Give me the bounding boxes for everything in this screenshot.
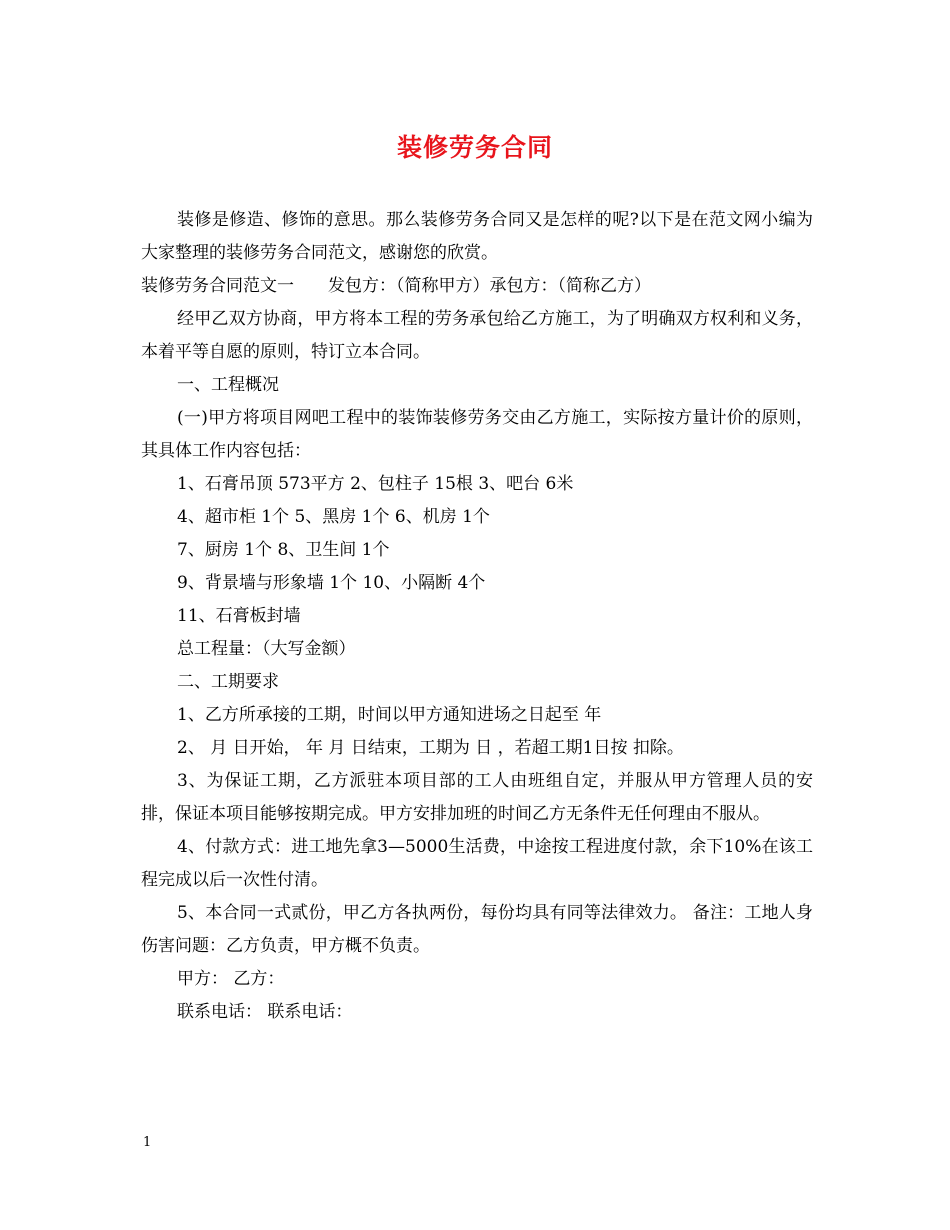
clause-5: 5、本合同一式贰份，甲乙方各执两份，每份均具有同等法律效力。 备注：工地人身伤害问题：乙方负责，甲方概不负责。 xyxy=(141,903,813,956)
paragraph-scope: (一)甲方将项目网吧工程中的装饰装修劳务交由乙方施工，实际按方量计价的原则，其具体工作内容包括： xyxy=(141,408,813,461)
paragraph-intro: 装修是修造、修饰的意思。那么装修劳务合同又是怎样的呢?以下是在范文网小编为大家整理的装修劳务合同范文，感谢您的欣赏。 xyxy=(141,210,813,263)
list-item: 9、背景墙与形象墙 1个 10、小隔断 4个 xyxy=(177,573,486,593)
paragraph-agreement: 经甲乙双方协商，甲方将本工程的劳务承包给乙方施工，为了明确双方权利和义务，本着平等自愿的原则，特订立本合同。 xyxy=(141,309,813,362)
document-body xyxy=(141,204,813,1029)
list-item: 1、石膏吊顶 573平方 2、包柱子 15根 3、吧台 6米 xyxy=(177,474,574,494)
list-item: 11、石膏板封墙 xyxy=(177,606,301,626)
document-title: 装修劳务合同 xyxy=(396,133,553,162)
section-heading-schedule: 二、工期要求 xyxy=(177,672,279,692)
paragraph-parties: 装修劳务合同范文一 发包方：（简称甲方）承包方：（简称乙方） xyxy=(141,276,651,296)
clause-2: 2、 月 日开始， 年 月 日结束，工期为 日 ，若超工期1日按 扣除。 xyxy=(177,738,684,758)
paragraph-total: 总工程量：（大写金额） xyxy=(177,639,356,659)
clause-3: 3、为保证工期，乙方派驻本项目部的工人由班组自定，并服从甲方管理人员的安排，保证本项目能够按期完成。甲方安排加班的时间乙方无条件无任何理由不服从。 xyxy=(141,771,813,824)
list-item: 7、厨房 1个 8、卫生间 1个 xyxy=(177,540,390,560)
page-number: 1 xyxy=(143,1135,152,1150)
contact-line: 联系电话： 联系电话： xyxy=(177,1002,353,1022)
section-heading-overview: 一、工程概况 xyxy=(177,375,279,395)
list-item: 4、超市柜 1个 5、黑房 1个 6、机房 1个 xyxy=(177,507,490,527)
clause-4: 4、付款方式：进工地先拿3—5000生活费，中途按工程进度付款，余下10%在该工程完成以后一次性付清。 xyxy=(141,837,813,890)
clause-1: 1、乙方所承接的工期，时间以甲方通知进场之日起至 年 xyxy=(177,705,602,725)
signature-line: 甲方： 乙方： xyxy=(177,969,285,989)
